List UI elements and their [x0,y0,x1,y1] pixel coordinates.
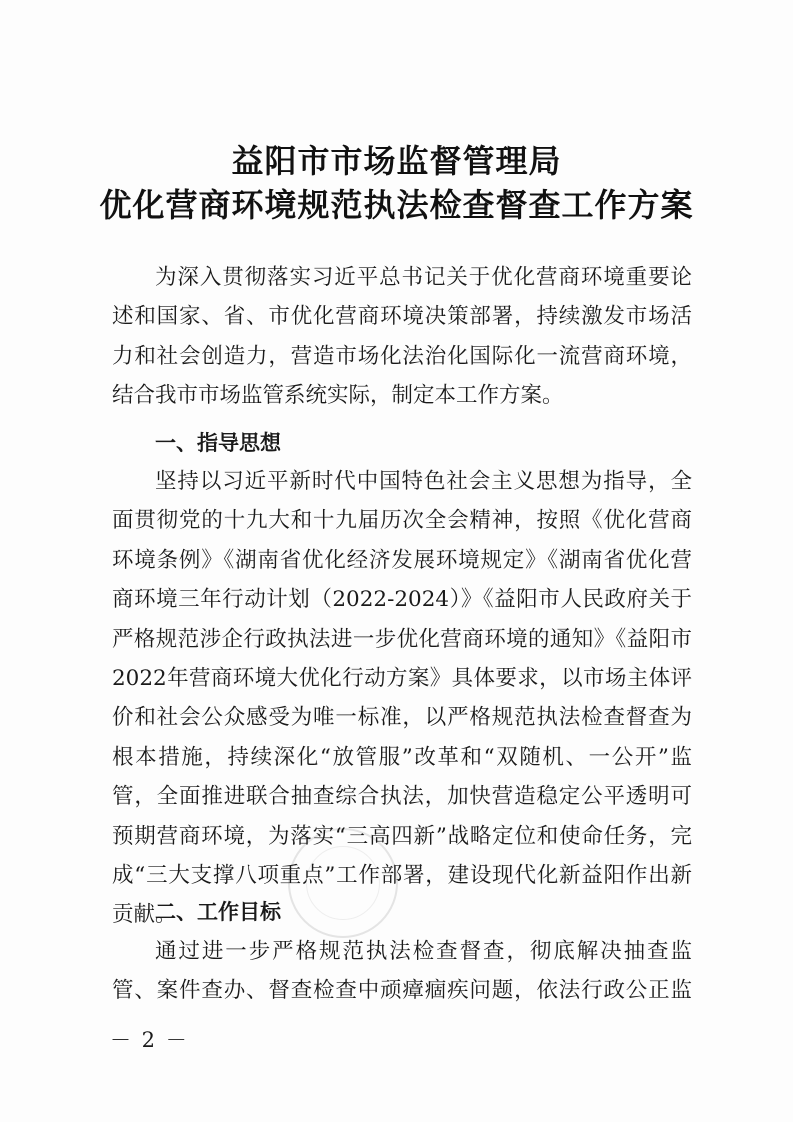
section-body-work-goals: 通过进一步严格规范执法检查督查，彻底解决抽查监管、案件查办、督查检查中顽瘴痼疾问题，依法行政公正监 [112,939,692,1004]
section-heading-work-goals: 二、工作目标 [155,900,281,924]
document-title-line-1: 益阳市市场监督管理局 [231,142,562,180]
section-body-guiding-ideology: 坚持以习近平新时代中国特色社会主义思想为指导，全面贯彻党的十九大和十九届历次全会精神，按照《优化营商环境条例》《湖南省优化经济发展环境规定》《湖南省优化营商环境三年行动计划（2022-2024）》《益阳市人民政府关于严格规范涉企行政执法进一步优化营商环境的通知》《益阳市2022年营商环境大优化行动方案》具体要求，以市场主体评价和社会公众感受为唯一标准，以严格规范执法检查督查为根本措施，持续深化“放管服”改革和“双随机、一公开”监管，全面推进联合抽查综合执法，加快营造稳定公平透明可预期营商环境，为落实“三高四新”战略定位和使命任务，完成“三大支撑八项重点”工作部署，建设现代化新益阳作出新贡献。 [112,469,692,928]
document-title-line-2: 优化营商环境规范执法检查督查工作方案 [99,186,694,224]
intro-paragraph: 为深入贯彻落实习近平总书记关于优化营商环境重要论述和国家、省、市优化营商环境决策部署，持续激发市场活力和社会创造力，营造市场化法治化国际化一流营商环境，结合我市市场监管系统实际，制定本工作方案。 [112,265,692,409]
section-heading-guiding-ideology: 一、指导思想 [155,431,281,455]
page-number: － 2 － [110,1028,189,1052]
